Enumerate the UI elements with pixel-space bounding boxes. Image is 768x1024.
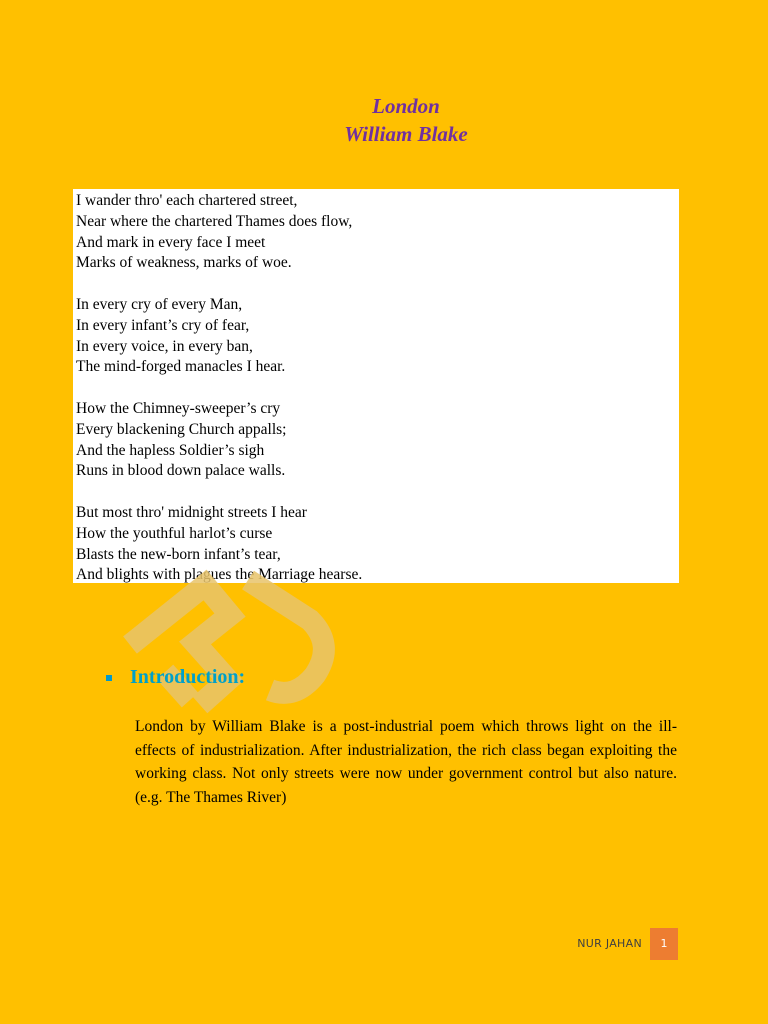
stanza-1 [76, 191, 679, 274]
poem-line: How the youthful harlot’s curse [76, 524, 273, 542]
poem-line: The mind-forged manacles I hear. [76, 358, 286, 376]
poem-line: Runs in blood down palace walls. [76, 462, 286, 480]
stanza-2 [76, 295, 679, 378]
poem-line: And mark in every face I meet [76, 233, 266, 251]
poem-line: Blasts the new-born infant’s tear, [76, 545, 281, 563]
poem-line: In every voice, in every ban, [76, 337, 253, 355]
page-number-badge: 1 [650, 928, 678, 960]
page-footer [0, 928, 768, 960]
square-bullet-icon [106, 675, 112, 681]
poem-line: I wander thro' each chartered street, [76, 192, 298, 209]
poem-line: In every cry of every Man, [76, 295, 243, 313]
poem-line: In every infant’s cry of fear, [76, 316, 250, 334]
poem-line: And the hapless Soldier’s sigh [76, 441, 265, 459]
introduction-heading [106, 664, 245, 690]
poem-line: And blights with plagues the Marriage hearse. [76, 566, 363, 584]
poem-title: London [372, 94, 440, 118]
poem-line: How the Chimney-sweeper’s cry [76, 399, 281, 417]
introduction-paragraph: London by William Blake is a post-industrial poem which throws light on the ill-effects of industrialization. After industrialization, the rich class began exploiting the working class. Not only streets were now under government control but also nature. (e.g. The Thames River) [135, 718, 677, 806]
stanza-3 [76, 399, 679, 482]
footer-author-name: NUR JAHAN [577, 937, 642, 950]
poem-line: But most thro' midnight streets I hear [76, 503, 307, 521]
poem-line: Near where the chartered Thames does flow, [76, 212, 353, 230]
poem-text-box [73, 189, 679, 583]
poem-line: Marks of weakness, marks of woe. [76, 254, 292, 272]
introduction-heading-text: Introduction: [130, 666, 246, 688]
poem-line: Every blackening Church appalls; [76, 420, 287, 438]
title-block [0, 92, 768, 148]
stanza-4 [76, 503, 679, 586]
poem-author: William Blake [344, 122, 468, 146]
